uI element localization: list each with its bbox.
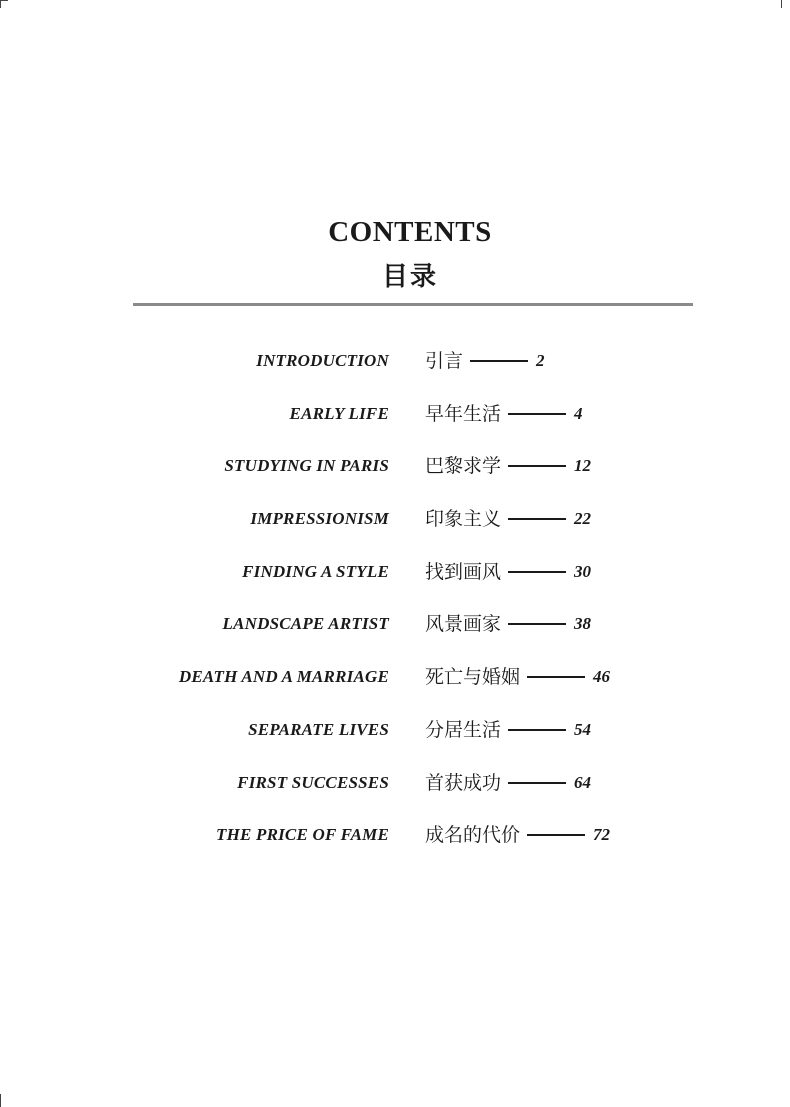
toc-entry-title-zh: 巴黎求学	[425, 455, 502, 478]
toc-entry[interactable]	[0, 717, 790, 770]
toc-entry-title-en: FIRST SUCCESSES	[237, 772, 389, 792]
leader-line	[508, 782, 566, 784]
crop-mark-top-left	[0, 0, 1, 8]
leader-line	[508, 729, 566, 731]
toc-entry-page: 22	[574, 509, 592, 529]
toc-entry-title-en: INTRODUCTION	[256, 351, 389, 370]
leader-line	[527, 676, 585, 678]
toc-entry[interactable]	[0, 559, 790, 612]
toc-entry-title-en: SEPARATE LIVES	[248, 719, 389, 739]
crop-mark-top-right	[781, 0, 782, 8]
toc-entry-title-en: LANDSCAPE ARTIST	[222, 614, 389, 634]
toc-entry[interactable]	[0, 664, 790, 717]
toc-entry-page: 12	[574, 456, 592, 476]
toc-entry-page: 46	[593, 667, 611, 687]
toc-entry-title-en: EARLY LIFE	[289, 403, 389, 423]
toc-entry-title-zh: 成名的代价	[425, 824, 521, 847]
toc-entry[interactable]	[0, 611, 790, 664]
toc-entry-page: 2	[536, 351, 545, 370]
crop-mark-top-left-h	[0, 0, 8, 1]
toc-entry[interactable]	[0, 770, 790, 823]
toc-entry-title-zh: 死亡与婚姻	[425, 666, 521, 689]
page-title-english: CONTENTS	[328, 216, 492, 248]
toc-entry-page: 54	[574, 719, 592, 739]
toc-entry[interactable]	[0, 822, 790, 875]
toc-entry-title-en: IMPRESSIONISM	[250, 509, 389, 529]
toc-entry[interactable]	[0, 453, 790, 506]
leader-line	[508, 571, 566, 573]
crop-mark-bottom-left	[0, 1094, 1, 1107]
leader-line	[470, 360, 528, 362]
toc-entry-title-zh: 分居生活	[425, 718, 502, 741]
leader-line	[508, 413, 566, 415]
table-of-contents	[0, 348, 790, 875]
toc-entry-title-en: FINDING A STYLE	[242, 561, 389, 581]
page-title-chinese: 目录	[381, 262, 438, 292]
toc-entry[interactable]	[0, 506, 790, 559]
leader-line	[508, 623, 566, 625]
toc-entry-title-zh: 首获成功	[425, 771, 502, 794]
title-divider	[133, 303, 693, 306]
toc-entry[interactable]	[0, 348, 790, 401]
toc-entry-page: 30	[574, 561, 592, 581]
toc-entry-title-zh: 早年生活	[425, 402, 502, 425]
leader-line	[508, 518, 566, 520]
toc-entry-page: 38	[574, 614, 592, 634]
toc-entry-title-zh: 引言	[425, 350, 464, 372]
toc-entry-title-en: DEATH AND A MARRIAGE	[178, 667, 389, 687]
toc-entry-page: 64	[574, 772, 592, 792]
leader-line	[508, 465, 566, 467]
toc-entry-page: 72	[593, 825, 611, 845]
toc-entry-title-zh: 找到画风	[425, 560, 502, 583]
toc-entry-title-en: STUDYING IN PARIS	[224, 456, 389, 476]
toc-entry-title-zh: 印象主义	[425, 508, 502, 531]
toc-entry[interactable]	[0, 401, 790, 454]
leader-line	[527, 834, 585, 836]
toc-entry-page: 4	[574, 403, 583, 423]
toc-entry-title-en: THE PRICE OF FAME	[216, 825, 389, 845]
toc-entry-title-zh: 风景画家	[425, 613, 502, 636]
